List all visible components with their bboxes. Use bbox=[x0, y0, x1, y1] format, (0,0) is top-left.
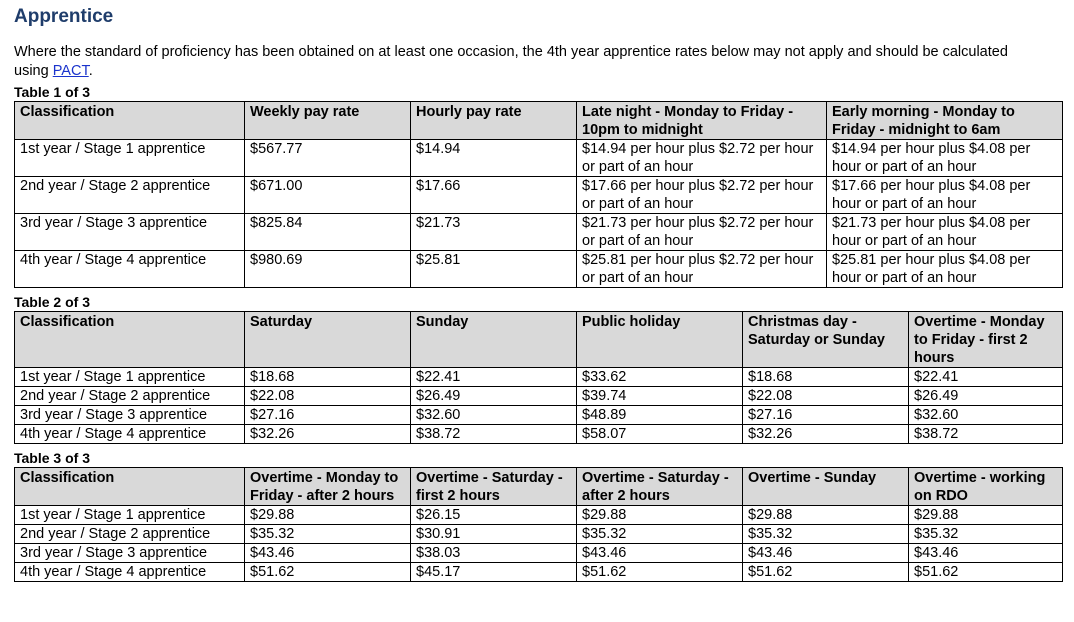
intro-text-end: . bbox=[88, 63, 93, 79]
table-cell: $32.60 bbox=[909, 406, 1063, 425]
column-header: Classification bbox=[15, 102, 245, 140]
column-header: Overtime - Sunday bbox=[743, 468, 909, 506]
table-row bbox=[15, 214, 1063, 251]
table-2-caption: Table 2 of 3 bbox=[14, 294, 90, 310]
table-row bbox=[15, 387, 1063, 406]
table-cell: 1st year / Stage 1 apprentice bbox=[15, 368, 245, 387]
table-cell: $14.94 per hour plus $4.08 per hour or part of an hour bbox=[827, 140, 1063, 177]
table-1-caption: Table 1 of 3 bbox=[14, 84, 90, 100]
table-cell: $48.89 bbox=[577, 406, 743, 425]
table-cell: 3rd year / Stage 3 apprentice bbox=[15, 406, 245, 425]
table-cell: $29.88 bbox=[743, 506, 909, 525]
table-row bbox=[15, 525, 1063, 544]
table-cell: $29.88 bbox=[577, 506, 743, 525]
column-header: Weekly pay rate bbox=[245, 102, 411, 140]
column-header: Christmas day - Saturday or Sunday bbox=[743, 312, 909, 368]
table-cell: $29.88 bbox=[909, 506, 1063, 525]
table-cell: $32.26 bbox=[743, 425, 909, 444]
table-cell: $39.74 bbox=[577, 387, 743, 406]
column-header: Late night - Monday to Friday - 10pm to midnight bbox=[577, 102, 827, 140]
table-cell: $21.73 bbox=[411, 214, 577, 251]
table-cell: $43.46 bbox=[743, 544, 909, 563]
table-row bbox=[15, 251, 1063, 288]
table-cell: $58.07 bbox=[577, 425, 743, 444]
column-header: Public holiday bbox=[577, 312, 743, 368]
table-cell: $51.62 bbox=[909, 563, 1063, 582]
intro-paragraph bbox=[14, 43, 1044, 81]
table-3 bbox=[14, 467, 1063, 582]
column-header: Sunday bbox=[411, 312, 577, 368]
table-cell: $671.00 bbox=[245, 177, 411, 214]
table-cell: $14.94 per hour plus $2.72 per hour or part of an hour bbox=[577, 140, 827, 177]
table-cell: $22.08 bbox=[743, 387, 909, 406]
table-cell: $32.26 bbox=[245, 425, 411, 444]
column-header: Overtime - Monday to Friday - after 2 hours bbox=[245, 468, 411, 506]
table-cell: $567.77 bbox=[245, 140, 411, 177]
table-cell: $29.88 bbox=[245, 506, 411, 525]
table-cell: $17.66 per hour plus $4.08 per hour or part of an hour bbox=[827, 177, 1063, 214]
table-row bbox=[15, 425, 1063, 444]
table-cell: $43.46 bbox=[577, 544, 743, 563]
column-header: Overtime - Saturday - first 2 hours bbox=[411, 468, 577, 506]
table-row bbox=[15, 544, 1063, 563]
table-cell: $27.16 bbox=[743, 406, 909, 425]
table-row bbox=[15, 563, 1063, 582]
table-cell: $26.49 bbox=[909, 387, 1063, 406]
table-cell: $51.62 bbox=[577, 563, 743, 582]
table-cell: $26.15 bbox=[411, 506, 577, 525]
table-cell: $25.81 per hour plus $2.72 per hour or part of an hour bbox=[577, 251, 827, 288]
table-cell: 4th year / Stage 4 apprentice bbox=[15, 251, 245, 288]
table-cell: $45.17 bbox=[411, 563, 577, 582]
table-cell: $14.94 bbox=[411, 140, 577, 177]
table-cell: $35.32 bbox=[909, 525, 1063, 544]
table-cell: $17.66 bbox=[411, 177, 577, 214]
table-cell: $18.68 bbox=[743, 368, 909, 387]
table-cell: $38.72 bbox=[909, 425, 1063, 444]
column-header: Classification bbox=[15, 312, 245, 368]
table-cell: $30.91 bbox=[411, 525, 577, 544]
table-cell: $25.81 bbox=[411, 251, 577, 288]
table-cell: 4th year / Stage 4 apprentice bbox=[15, 563, 245, 582]
table-cell: $35.32 bbox=[743, 525, 909, 544]
table-cell: 3rd year / Stage 3 apprentice bbox=[15, 544, 245, 563]
table-cell: 2nd year / Stage 2 apprentice bbox=[15, 525, 245, 544]
table-cell: 2nd year / Stage 2 apprentice bbox=[15, 177, 245, 214]
table-cell: $18.68 bbox=[245, 368, 411, 387]
table-cell: $21.73 per hour plus $4.08 per hour or part of an hour bbox=[827, 214, 1063, 251]
table-cell: $17.66 per hour plus $2.72 per hour or part of an hour bbox=[577, 177, 827, 214]
table-cell: 4th year / Stage 4 apprentice bbox=[15, 425, 245, 444]
table-cell: $26.49 bbox=[411, 387, 577, 406]
table-cell: 1st year / Stage 1 apprentice bbox=[15, 140, 245, 177]
table-cell: $43.46 bbox=[909, 544, 1063, 563]
table-cell: $980.69 bbox=[245, 251, 411, 288]
table-cell: 2nd year / Stage 2 apprentice bbox=[15, 387, 245, 406]
page-title: Apprentice bbox=[14, 6, 114, 27]
column-header: Saturday bbox=[245, 312, 411, 368]
table-header-row bbox=[15, 102, 1063, 140]
table-2 bbox=[14, 311, 1063, 444]
column-header: Overtime - working on RDO bbox=[909, 468, 1063, 506]
table-1 bbox=[14, 101, 1063, 288]
table-row bbox=[15, 368, 1063, 387]
table-cell: $38.72 bbox=[411, 425, 577, 444]
table-cell: $21.73 per hour plus $2.72 per hour or part of an hour bbox=[577, 214, 827, 251]
table-cell: $22.08 bbox=[245, 387, 411, 406]
table-row bbox=[15, 140, 1063, 177]
table-header-row bbox=[15, 468, 1063, 506]
table-row bbox=[15, 406, 1063, 425]
table-cell: 1st year / Stage 1 apprentice bbox=[15, 506, 245, 525]
table-cell: $27.16 bbox=[245, 406, 411, 425]
table-3-caption: Table 3 of 3 bbox=[14, 450, 90, 466]
table-cell: $33.62 bbox=[577, 368, 743, 387]
table-cell: $51.62 bbox=[743, 563, 909, 582]
column-header: Early morning - Monday to Friday - midnight to 6am bbox=[827, 102, 1063, 140]
table-row bbox=[15, 506, 1063, 525]
table-cell: $38.03 bbox=[411, 544, 577, 563]
intro-text: Where the standard of proficiency has been obtained on at least one occasion, the 4th year apprentice rates below may not apply and should be calculated using bbox=[14, 44, 1008, 79]
table-header-row bbox=[15, 312, 1063, 368]
column-header: Hourly pay rate bbox=[411, 102, 577, 140]
table-cell: $32.60 bbox=[411, 406, 577, 425]
column-header: Overtime - Saturday - after 2 hours bbox=[577, 468, 743, 506]
table-cell: $51.62 bbox=[245, 563, 411, 582]
table-row bbox=[15, 177, 1063, 214]
table-cell: 3rd year / Stage 3 apprentice bbox=[15, 214, 245, 251]
table-cell: $35.32 bbox=[577, 525, 743, 544]
table-cell: $825.84 bbox=[245, 214, 411, 251]
column-header: Overtime - Monday to Friday - first 2 hours bbox=[909, 312, 1063, 368]
table-cell: $22.41 bbox=[411, 368, 577, 387]
table-cell: $43.46 bbox=[245, 544, 411, 563]
pact-link[interactable]: PACT bbox=[52, 63, 89, 79]
table-cell: $35.32 bbox=[245, 525, 411, 544]
table-cell: $25.81 per hour plus $4.08 per hour or part of an hour bbox=[827, 251, 1063, 288]
column-header: Classification bbox=[15, 468, 245, 506]
table-cell: $22.41 bbox=[909, 368, 1063, 387]
